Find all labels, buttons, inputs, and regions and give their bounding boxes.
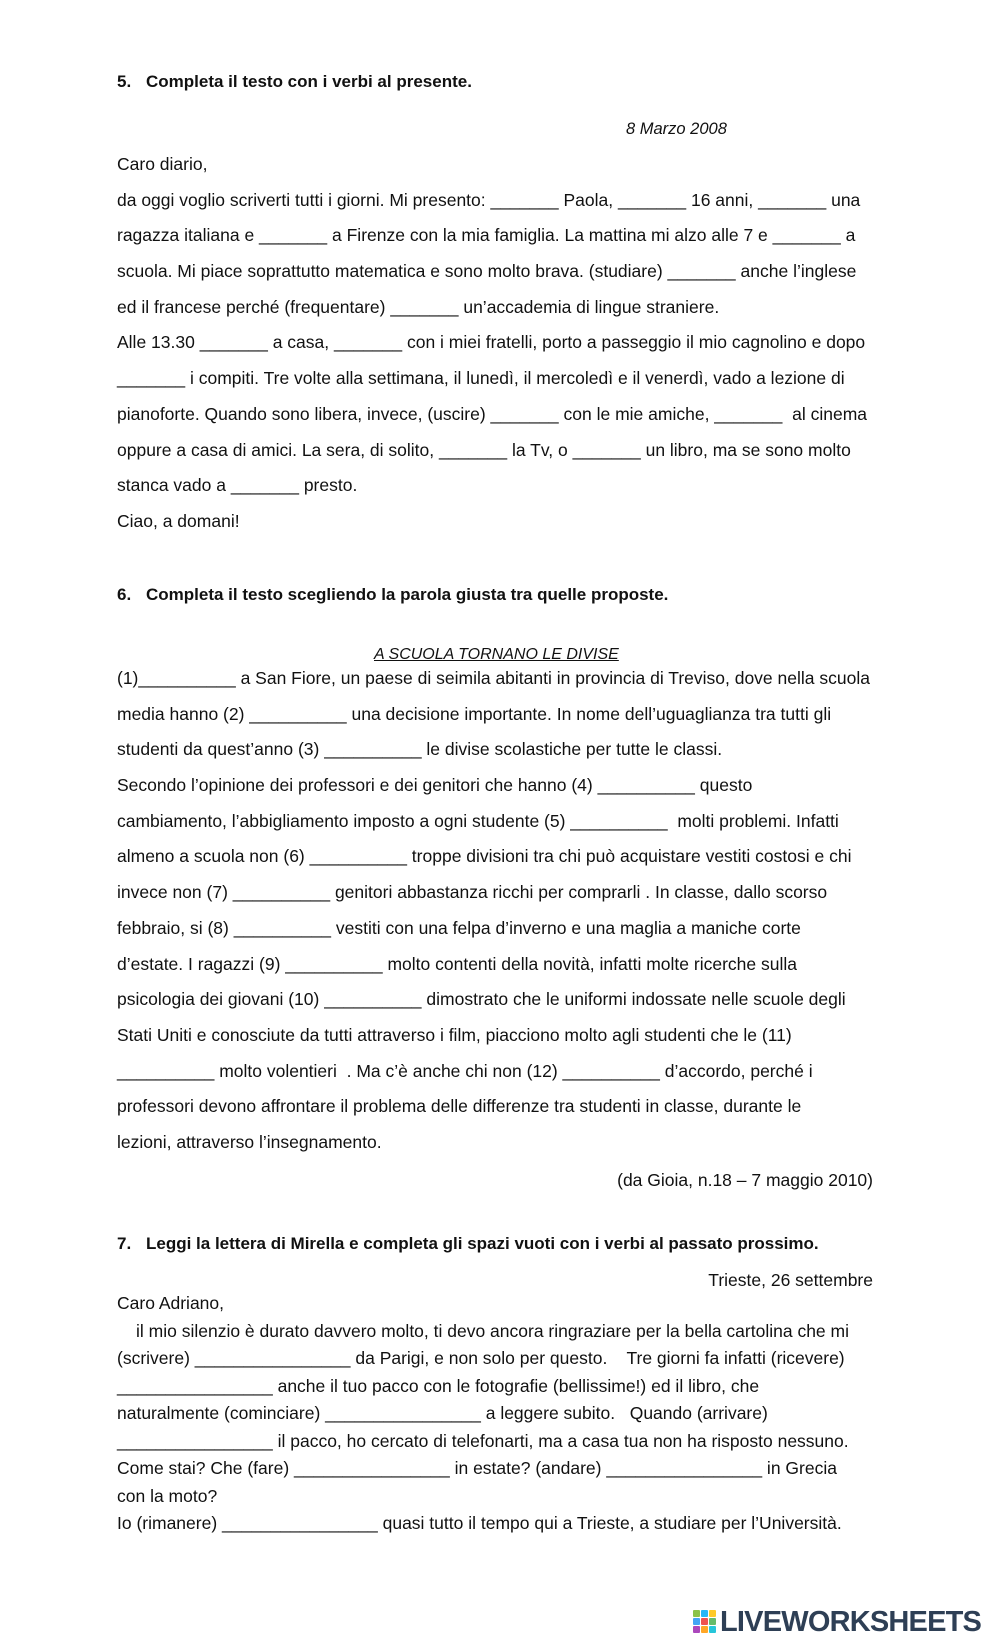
logo-icon-square — [701, 1618, 708, 1625]
exercise-5-instruction: Completa il testo con i verbi al presente. — [146, 72, 472, 91]
exercise-7-number: 7. — [117, 1234, 132, 1253]
exercise-6-heading — [117, 577, 977, 613]
text-line: Secondo l’opinione dei professori e dei genitori che hanno (4) __________ questo — [117, 775, 753, 796]
text-line: Alle 13.30 _______ a casa, _______ con i miei fratelli, porto a passeggio il mio cagnolino e dopo — [117, 332, 866, 353]
text-line: scuola. Mi piace soprattutto matematica e sono molto brava. (studiare) _______ anche l’inglese — [117, 261, 857, 282]
article-source: (da Gioia, n.18 – 7 maggio 2010) — [617, 1170, 873, 1190]
exercise-5-number: 5. — [117, 72, 132, 91]
text-line: studenti da quest’anno (3) __________ le divise scolastiche per tutte le classi. — [117, 739, 723, 760]
text-line: (scrivere) ________________ da Parigi, e non solo per questo. Tre giorni fa infatti (ricevere) — [117, 1348, 845, 1368]
logo-text: LIVEWORKSHEETS — [720, 1606, 982, 1638]
exercise-7-letter-text — [117, 1290, 987, 1538]
text-line: lezioni, attraverso l’insegnamento. — [117, 1131, 382, 1152]
logo-icon-square — [693, 1610, 700, 1617]
exercise-7-instruction: Leggi la lettera di Mirella e completa gli spazi vuoti con i verbi al passato prossimo. — [146, 1234, 819, 1253]
logo-icon-square — [701, 1610, 708, 1617]
letter-place-date: Trieste, 26 settembre — [708, 1270, 873, 1290]
logo-icon-square — [693, 1618, 700, 1625]
text-line: almeno a scuola non (6) __________ troppe divisioni tra chi può acquistare vestiti costosi e chi — [117, 846, 852, 867]
logo-icon-square — [709, 1610, 716, 1617]
text-line: Come stai? Che (fare) ________________ in estate? (andare) ________________ in Grecia — [117, 1458, 837, 1478]
logo-icon-square — [709, 1618, 716, 1625]
text-line: Caro Adriano, — [117, 1293, 225, 1313]
logo-icon-square — [709, 1626, 716, 1633]
text-line: ________________ anche il tuo pacco con le fotografie (bellissime!) ed il libro, che — [117, 1375, 760, 1396]
exercise-5-heading — [117, 64, 977, 100]
text-line: Caro diario, — [117, 154, 208, 174]
text-line: Stati Uniti e conosciute da tutti attraverso i film, piacciono molto agli studenti che le (11) — [117, 1024, 792, 1045]
text-line: il mio silenzio è durato davvero molto, ti devo ancora ringraziare per la bella cartolina che mi — [136, 1320, 849, 1341]
article-title: A SCUOLA TORNANO LE DIVISE — [374, 646, 619, 663]
text-line: d’estate. I ragazzi (9) __________ molto contenti della novità, infatti molte ricerche sulla — [117, 953, 797, 974]
exercise-6-number: 6. — [117, 585, 132, 604]
text-line: psicologia dei giovani (10) __________ dimostrato che le uniformi indossate nelle scuole degli — [117, 989, 846, 1010]
liveworksheets-logo-icon — [693, 1610, 716, 1633]
text-line: invece non (7) __________ genitori abbastanza ricchi per comprarli . In classe, dallo scorso — [117, 882, 828, 903]
diary-date: 8 Marzo 2008 — [626, 120, 727, 138]
text-line: ________________ il pacco, ho cercato di telefonarti, ma a casa tua non ha risposto nessuno. — [117, 1430, 849, 1451]
text-line: da oggi voglio scriverti tutti i giorni. Mi presento: _______ Paola, _______ 16 anni, _______ una — [117, 189, 861, 210]
text-line: stanca vado a _______ presto. — [117, 475, 358, 496]
exercise-6-article-text — [117, 661, 987, 1161]
exercise-5-diary-text — [117, 147, 987, 540]
text-line: professori devono affrontare il problema delle differenze tra studenti in classe, durante le — [117, 1096, 802, 1117]
exercise-6-instruction: Completa il testo scegliendo la parola giusta tra quelle proposte. — [146, 585, 669, 604]
text-line: Ciao, a domani! — [117, 510, 240, 531]
text-line: media hanno (2) __________ una decisione importante. In nome dell’uguaglianza tra tutti gli — [117, 703, 832, 724]
text-line: cambiamento, l’abbigliamento imposto a ogni studente (5) __________ molti problemi. Infatti — [117, 810, 839, 831]
text-line: naturalmente (cominciare) ________________ a leggere subito. Quando (arrivare) — [117, 1403, 768, 1423]
logo-icon-square — [693, 1626, 700, 1633]
text-line: ed il francese perché (frequentare) _______ un’accademia di lingue straniere. — [117, 296, 720, 317]
text-line: oppure a casa di amici. La sera, di solito, _______ la Tv, o _______ un libro, ma se sono molto — [117, 439, 851, 460]
text-line: con la moto? — [117, 1485, 218, 1506]
text-line: pianoforte. Quando sono libera, invece, (uscire) _______ con le mie amiche, _______ al cinema — [117, 403, 868, 424]
text-line: _______ i compiti. Tre volte alla settimana, il lunedì, il mercoledì e il venerdì, vado a lezione di — [117, 368, 845, 389]
exercise-7-heading — [117, 1226, 977, 1262]
text-line: ragazza italiana e _______ a Firenze con la mia famiglia. La mattina mi alzo alle 7 e _______ a — [117, 225, 856, 246]
text-line: Io (rimanere) ________________ quasi tutto il tempo qui a Trieste, a studiare per l’Università. — [117, 1513, 842, 1533]
logo-icon-square — [701, 1626, 708, 1633]
text-line: febbraio, si (8) __________ vestiti con una felpa d’inverno e una maglia a maniche corte — [117, 917, 801, 938]
liveworksheets-logo[interactable] — [693, 1606, 993, 1638]
text-line: __________ molto volentieri . Ma c’è anche chi non (12) __________ d’accordo, perché i — [117, 1060, 813, 1081]
text-line: (1)__________ a San Fiore, un paese di seimila abitanti in provincia di Treviso, dove nella scuola — [117, 668, 870, 688]
